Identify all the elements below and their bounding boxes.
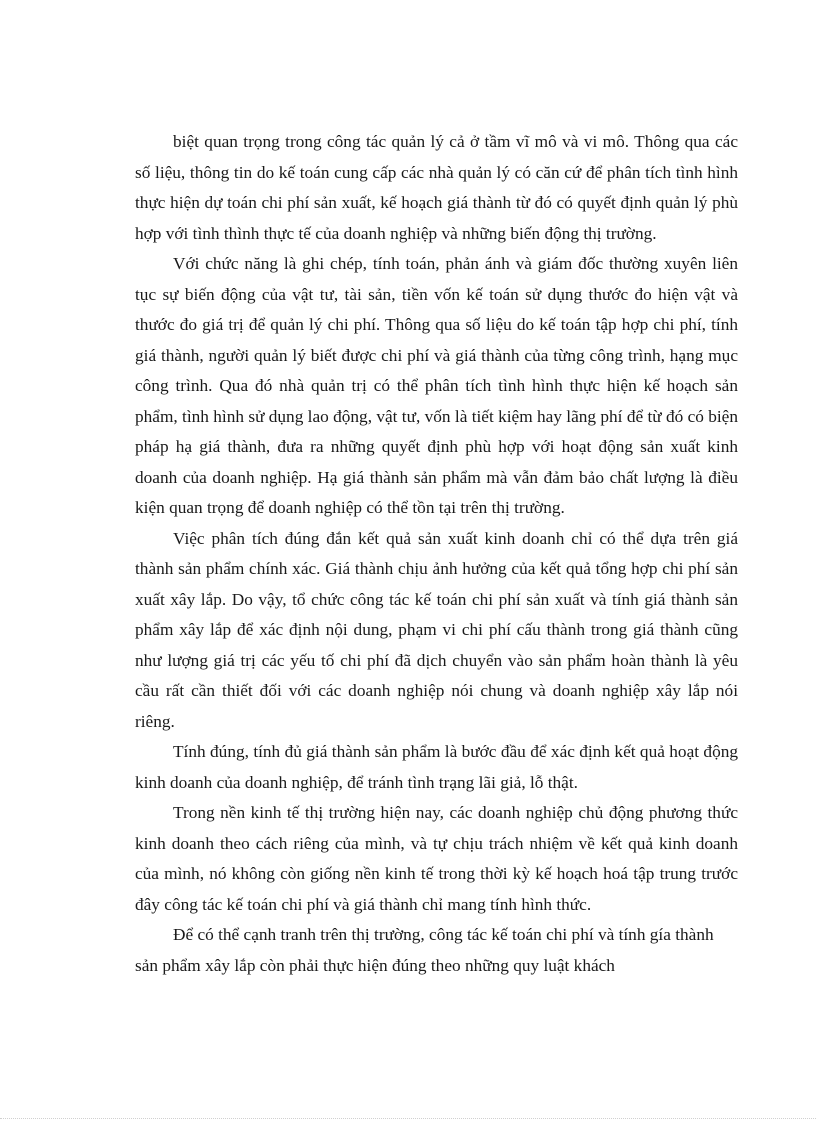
paragraph-5: Trong nền kinh tế thị trường hiện nay, các doanh nghiệp chủ động phương thức kinh doanh theo cách riêng của mình, và tự chịu trách nhiệm về kết quả kinh doanh của mình, nó không còn giống nền kinh tế trong thời kỳ kế hoạch hoá tập trung trước đây công tác kế toán chi phí và giá thành chỉ mang tính hình thức.: [135, 803, 738, 914]
paragraph-3: Việc phân tích đúng đắn kết quả sản xuất kinh doanh chỉ có thể dựa trên giá thành sản phẩm chính xác. Giá thành chịu ảnh hưởng của kết quả tổng hợp chi phí sản xuất xây lắp. Do vậy, tổ chức công tác kế toán chi phí sản xuất và tính giá thành sản phẩm xây lắp để xác định nội dung, phạm vi chi phí cấu thành trong giá thành cũng như lượng giá trị các yếu tố chi phí đã dịch chuyển vào sản phẩm hoàn thành là yêu cầu rất cần thiết đối với các doanh nghiệp nói chung và doanh nghiệp xây lắp nói riêng.: [135, 528, 738, 731]
page-bottom-border: [0, 1118, 816, 1119]
body-text: [135, 127, 738, 981]
paragraph-1: biệt quan trọng trong công tác quản lý cả ở tầm vĩ mô và vi mô. Thông qua các số liệu, thông tin do kế toán cung cấp các nhà quản lý có căn cứ để phân tích tình hình thực hiện dự toán chi phí sản xuất, kế hoạch giá thành từ đó có quyết định quản lý phù hợp với tình thình thực tế của doanh nghiệp và những biến động thị trường.: [135, 132, 738, 243]
paragraph-2: Với chức năng là ghi chép, tính toán, phản ánh và giám đốc thường xuyên liên tục sự biến động của vật tư, tài sản, tiền vốn kế toán sử dụng thước đo hiện vật và thước đo giá trị để quản lý chi phí. Thông qua số liệu do kế toán tập hợp chi phí, tính giá thành, người quản lý biết được chi phí và giá thành của từng công trình, hạng mục công trình. Qua đó nhà quản trị có thể phân tích tình hình thực hiện kế hoạch sản phẩm, tình hình sử dụng lao động, vật tư, vốn là tiết kiệm hay lãng phí để từ đó có biện pháp hạ giá thành, đưa ra những quyết định phù hợp với hoạt động sản xuất kinh doanh của doanh nghiệp. Hạ giá thành sản phẩm mà vẫn đảm bảo chất lượng là điều kiện quan trọng để doanh nghiệp có thể tồn tại trên thị trường.: [135, 254, 738, 517]
paragraph-6: Để có thể cạnh tranh trên thị trường, công tác kế toán chi phí và tính gía thành sản phẩm xây lắp còn phải thực hiện đúng theo những quy luật khách: [135, 925, 714, 975]
paragraph-4: Tính đúng, tính đủ giá thành sản phẩm là bước đầu để xác định kết quả hoạt động kinh doanh của doanh nghiệp, để tránh tình trạng lãi giả, lỗ thật.: [135, 742, 738, 792]
